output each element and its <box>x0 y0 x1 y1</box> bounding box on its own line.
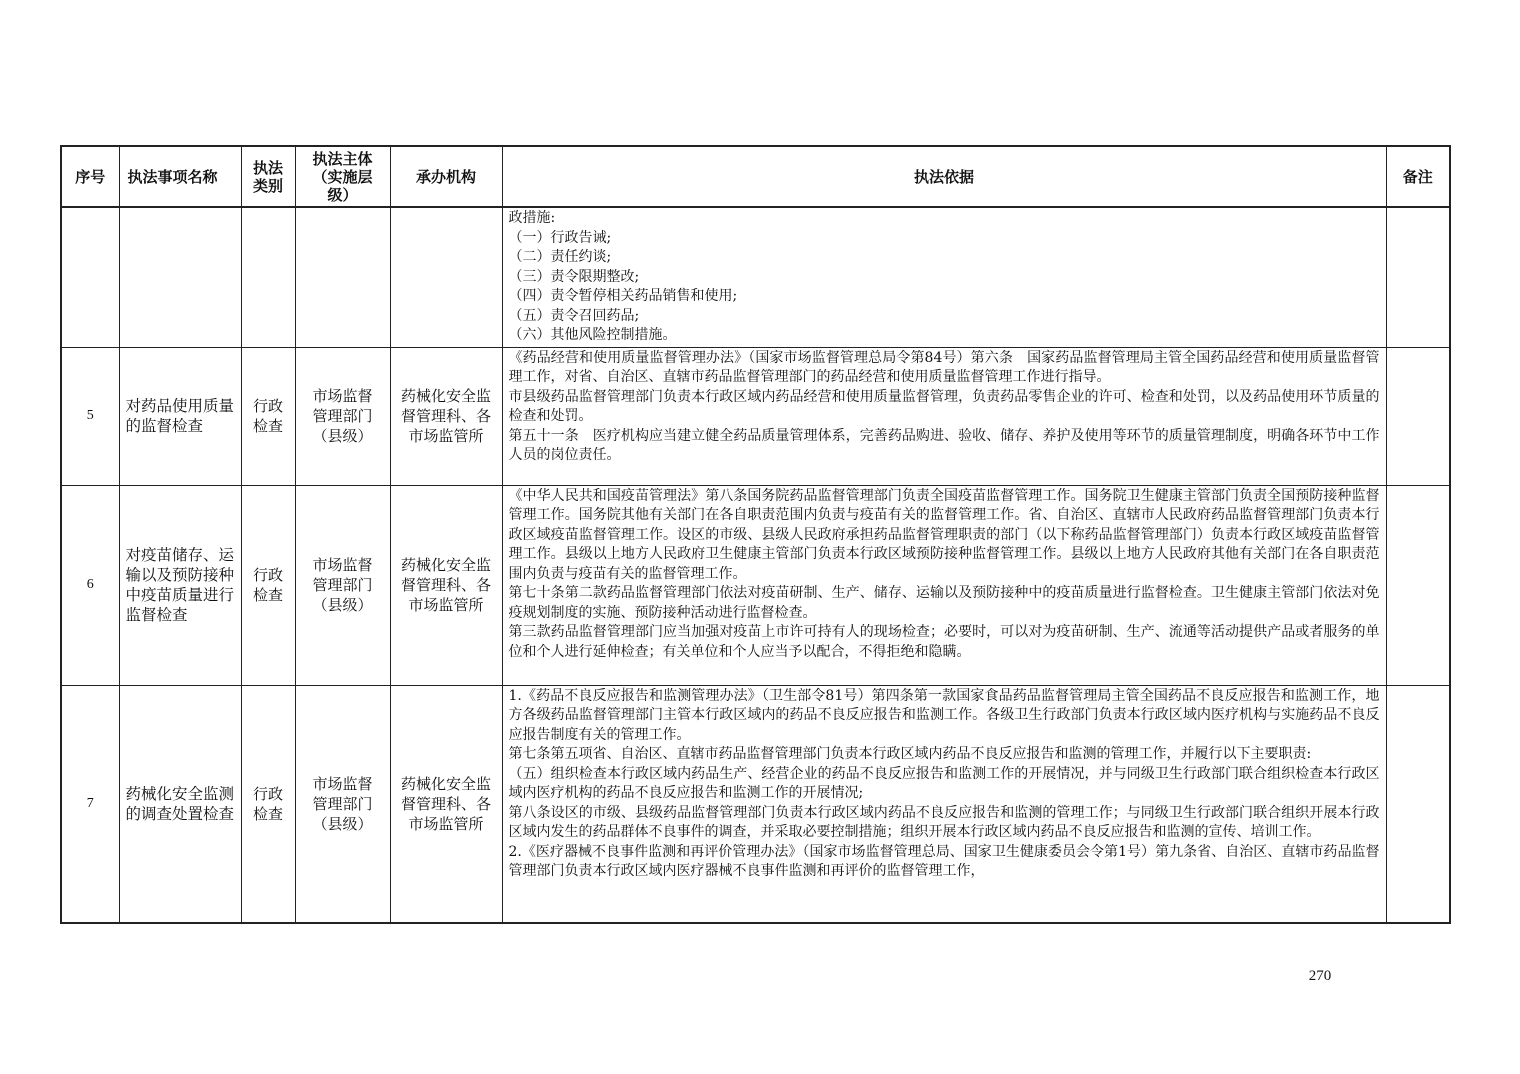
header-category: 执法类别 <box>241 146 295 207</box>
basis-paragraph: 市县级药品监督管理部门负责本行政区域内药品经营和使用质量监督管理，负责药品零售企业的许可、检查和处罚，以及药品使用环节质量的检查和处罚。 <box>508 388 1380 424</box>
basis-paragraph: 第五十一条 医疗机构应当建立健全药品质量管理体系，完善药品购进、验收、储存、养护及使用等环节的质量管理制度，明确各环节中工作人员的岗位责任。 <box>508 427 1380 463</box>
basis-paragraph: 1.《药品不良反应报告和监测管理办法》（卫生部令81号）第四条第一款国家食品药品监督管理局主管全国药品不良反应报告和监测工作，地方各级药品监督管理部门主管本行政区域内的药品不良反应报告和监测工作。各级卫生行政部门负责本行政区域内医疗机构与实施药品不良反应报告制度有关的管理工作。 <box>508 687 1380 743</box>
row-seq: 5 <box>61 347 119 485</box>
row-seq <box>61 207 119 347</box>
basis-paragraph: 2.《医疗器械不良事件监测和再评价管理办法》（国家市场监督管理总局、国家卫生健康委员会令第1号）第九条省、自治区、直辖市药品监督管理部门负责本行政区域内医疗器械不良事件监测和再评价的监督管理工作， <box>508 843 1380 879</box>
basis-paragraph: 第八条设区的市级、县级药品监督管理部门负责本行政区域内药品不良反应报告和监测的管理工作；与同级卫生行政部门联合组织开展本行政区域内发生的药品群体不良事件的调查，并采取必要控制措施；组织开展本行政区域内药品不良反应报告和监测的宣传、培训工作。 <box>508 804 1380 840</box>
basis-paragraph: （五）组织检查本行政区域内药品生产、经营企业的药品不良反应报告和监测工作的开展情况，并与同级卫生行政部门联合组织检查本行政区域内医疗机构的药品不良反应报告和监测工作的开展情况; <box>508 765 1380 801</box>
row-category: 行政检查 <box>241 347 295 485</box>
row-agency <box>390 207 502 347</box>
row-agency: 药械化安全监督管理科、各市场监管所 <box>390 485 502 685</box>
row-item-name: 对疫苗储存、运输以及预防接种中疫苗质量进行监督检查 <box>119 485 241 685</box>
row-category: 行政检查 <box>241 485 295 685</box>
basis-paragraph: 第三款药品监督管理部门应当加强对疫苗上市许可持有人的现场检查；必要时，可以对为疫苗研制、生产、流通等活动提供产品或者服务的单位和个人进行延伸检查；有关单位和个人应当予以配合，不得拒绝和隐瞒。 <box>508 624 1380 660</box>
basis-paragraph: （一）行政告诫; <box>508 229 612 246</box>
row-item-name: 对药品使用质量的监督检查 <box>119 347 241 485</box>
basis-paragraph: 政措施: <box>508 210 556 226</box>
basis-paragraph: （二）责任约谈; <box>508 249 612 265</box>
basis-paragraph: 《中华人民共和国疫苗管理法》第八条国务院药品监督管理部门负责全国疫苗监督管理工作。国务院卫生健康主管部门负责全国预防接种监督管理工作。国务院其他有关部门在各自职责范围内负责与疫苗有关的监督管理工作。省、自治区、直辖市人民政府药品监督管理部门负责本行政区域疫苗监督管理工作。设区的市级、县级人民政府承担药品监督管理职责的部门（以下称药品监督管理部门）负责本行政区域疫苗监督管理工作。县级以上地方人民政府卫生健康主管部门负责本行政区域预防接种监督管理工作。县级以上地方人民政府其他有关部门在各自职责范围内负责与疫苗有关的监督管理工作。 <box>508 487 1380 582</box>
row-basis <box>502 207 1386 347</box>
row-subject <box>295 207 390 347</box>
table-row <box>61 485 1450 685</box>
table-header-row <box>61 146 1450 207</box>
row-category: 行政检查 <box>241 685 295 923</box>
basis-paragraph: 《药品经营和使用质量监督管理办法》（国家市场监督管理总局令第84号）第六条 国家药品监督管理局主管全国药品经营和使用质量监督管理工作，对省、自治区、直辖市药品监督管理部门的药品经营和使用质量监督管理工作进行指导。 <box>508 349 1380 385</box>
row-item-name: 药械化安全监测的调查处置检查 <box>119 685 241 923</box>
row-subject: 市场监督管理部门（县级） <box>295 485 390 685</box>
row-category <box>241 207 295 347</box>
row-seq: 7 <box>61 685 119 923</box>
basis-paragraph: （三）责令限期整改; <box>508 268 640 285</box>
header-basis: 执法依据 <box>502 146 1386 207</box>
row-agency: 药械化安全监督管理科、各市场监管所 <box>390 347 502 485</box>
row-remark <box>1386 347 1450 485</box>
basis-paragraph: （四）责令暂停相关药品销售和使用; <box>508 288 738 304</box>
basis-paragraph: （六）其他风险控制措施。 <box>508 327 677 343</box>
table-row <box>61 207 1450 347</box>
row-basis <box>502 347 1386 485</box>
table-row <box>61 347 1450 485</box>
header-agency: 承办机构 <box>390 146 502 207</box>
row-remark <box>1386 207 1450 347</box>
basis-paragraph: 第七十条第二款药品监督管理部门依法对疫苗研制、生产、储存、运输以及预防接种中的疫苗质量进行监督检查。卫生健康主管部门依法对免疫规划制度的实施、预防接种活动进行监督检查。 <box>508 585 1380 621</box>
basis-paragraph: 第七条第五项省、自治区、直辖市药品监督管理部门负责本行政区域内药品不良反应报告和监测的管理工作，并履行以下主要职责: <box>508 746 1312 762</box>
basis-paragraph: （五）责令召回药品; <box>508 307 640 324</box>
header-seq: 序号 <box>61 146 119 207</box>
header-remark: 备注 <box>1386 146 1450 207</box>
row-seq: 6 <box>61 485 119 685</box>
table-row <box>61 685 1450 923</box>
row-subject: 市场监督管理部门（县级） <box>295 685 390 923</box>
row-basis <box>502 485 1386 685</box>
row-agency: 药械化安全监督管理科、各市场监管所 <box>390 685 502 923</box>
row-subject: 市场监督管理部门（县级） <box>295 347 390 485</box>
header-item-name: 执法事项名称 <box>119 146 241 207</box>
law-enforcement-table <box>60 145 1451 924</box>
row-remark <box>1386 485 1450 685</box>
row-remark <box>1386 685 1450 923</box>
row-basis <box>502 685 1386 923</box>
header-subject: 执法主体（实施层级） <box>295 146 390 207</box>
page-number: 270 <box>1308 968 1332 984</box>
row-item-name <box>119 207 241 347</box>
